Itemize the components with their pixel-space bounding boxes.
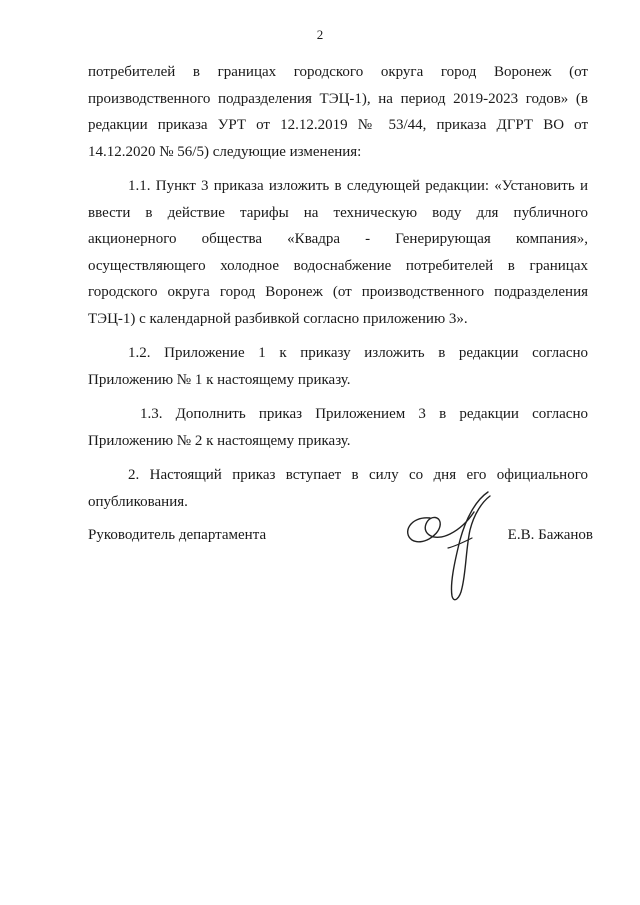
signer-title: Руководитель департамента — [88, 527, 267, 543]
signature-block — [88, 523, 593, 547]
document-body — [88, 59, 588, 515]
paragraph-item-2: 2. Настоящий приказ вступает в силу со дня его официального опубликования. — [88, 467, 588, 510]
page-number: 2 — [316, 27, 324, 42]
paragraph-continuation: потребителей в границах городского округа город Воронеж (от производственного подразделения ТЭЦ-1), на период 2019-2023 годов» (в редакции приказа УРТ от 12.12.2019 № 53/44, приказа ДГРТ ВО от 14.12.2020 № 56/5) следующие изменения: — [88, 64, 588, 160]
paragraph-item-1-1: 1.1. Пункт 3 приказа изложить в следующей редакции: «Установить и ввести в действие тарифы на техническую воду для публичного акционерного общества «Квадра - Генерирующая компания», осуществляющего холодное водоснабжение потребителей в границах городского округа город Воронеж (от производственного подразделения ТЭЦ-1) с календарной разбивкой согласно приложению 3». — [88, 178, 588, 327]
signer-name: Е.В. Бажанов — [507, 527, 593, 543]
paragraph-item-1-3: 1.3. Дополнить приказ Приложением 3 в редакции согласно Приложению № 2 к настоящему приказу. — [88, 406, 588, 449]
paragraph-item-1-2: 1.2. Приложение 1 к приказу изложить в редакции согласно Приложению № 1 к настоящему приказу. — [88, 345, 588, 388]
handwritten-signature — [400, 488, 510, 608]
